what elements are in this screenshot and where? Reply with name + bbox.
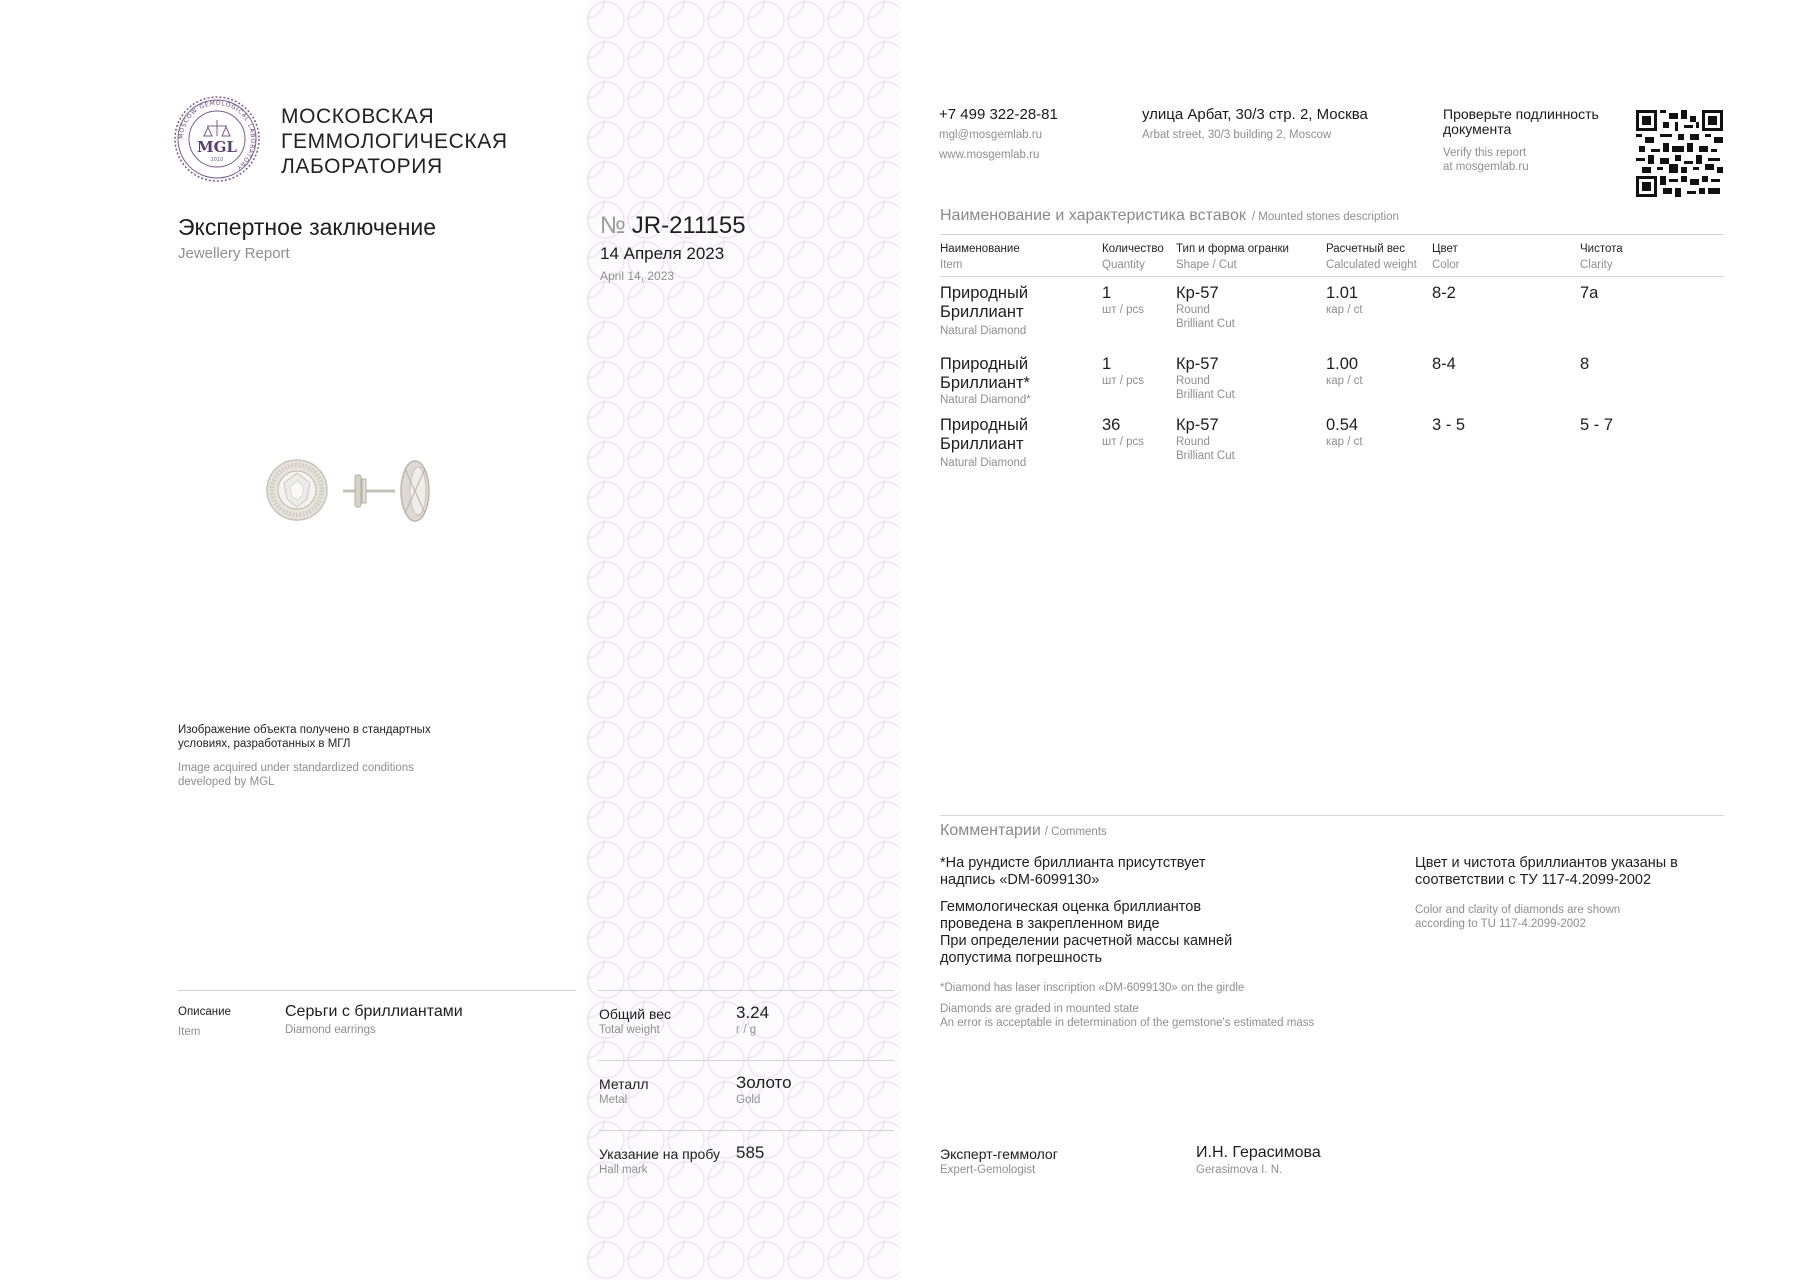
row-cut: Кр-57 Round Brilliant Cut [1176,355,1235,401]
header-color: Цвет Color [1432,243,1460,271]
hallmark-label: Указание на пробу Hall mark [599,1146,721,1176]
table-row: Природный Бриллиант Natural Diamond [940,284,1029,337]
item-divider [178,990,576,991]
document-title: Экспертное заключение [178,214,437,240]
header-item: Наименование Item [940,243,1020,271]
lab-email[interactable]: mgl@mosgemlab.ru [939,129,1043,141]
expert-label: Эксперт-геммолог Expert-Gemologist [940,1146,1058,1176]
lab-phone[interactable]: +7 499 322-28-81 [939,106,1058,123]
comment-graded: Геммологическая оценка бриллиантов проведена в закрепленном виде [940,899,1202,932]
row-clarity: 7а [1580,284,1599,302]
row-cut: Кр-57 Round Brilliant Cut [1176,284,1235,330]
stones-top-divider [940,234,1724,235]
table-row: Природный Бриллиант Natural Diamond [940,416,1029,469]
svg-text:MGL: MGL [197,138,237,156]
svg-text:2010: 2010 [210,157,224,163]
comment-error-en: An error is acceptable in determination of the gemstone's estimated mass [940,1017,1315,1029]
document-title-en: Jewellery Report [178,245,290,262]
header-cut: Тип и форма огранки Shape / Cut [1176,243,1289,271]
row-color: 3 - 5 [1432,416,1466,434]
lab-name: МОСКОВСКАЯ ГЕММОЛОГИЧЕСКАЯ ЛАБОРАТОРИЯ [281,105,508,178]
report-number: № JR-211155 [600,212,746,239]
earrings-image [255,445,445,535]
image-note: Изображение объекта получено в стандартных условиях, разработанных в МГЛ [178,724,431,750]
row-weight: 0.54 кар / ct [1326,416,1363,448]
row-color: 8-2 [1432,284,1456,302]
report-date-en: April 14, 2023 [600,269,675,283]
row-weight: 1.01 кар / ct [1326,284,1363,316]
item-label: Описание Item [178,1006,231,1038]
hallmark-divider [598,1130,894,1131]
row-quantity: 1 шт / pcs [1102,355,1144,387]
weight-divider [598,990,894,991]
verify-text: Проверьте подлинность документа [1443,106,1599,137]
item-value: Серьги с бриллиантами Diamond earrings [285,1003,463,1036]
image-note-en: Image acquired under standardized conditions developed by MGL [178,762,414,788]
lab-address-en: Arbat street, 30/3 building 2, Moscow [1142,129,1332,141]
comments-divider [940,815,1724,816]
metal-divider [598,1060,894,1061]
comments-title: Комментарии / Comments [940,822,1107,839]
metal-value: Золото Gold [736,1073,792,1106]
qr-code[interactable] [1636,110,1723,197]
expert-name: И.Н. Герасимова Gerasimova I. N. [1196,1144,1321,1176]
comment-inscription: *На рундисте бриллианта присутствует надпись «DM-6099130» [940,855,1206,888]
stones-header-divider [940,276,1724,277]
mgl-logo [174,96,260,182]
weight-value: 3.24 г / g [736,1003,770,1036]
header-weight: Расчетный вес Calculated weight [1326,243,1417,271]
row-quantity: 1 шт / pcs [1102,284,1144,316]
header-quantity: Количество Quantity [1102,243,1164,271]
table-row: Природный Бриллиант* Natural Diamond* [940,355,1031,406]
weight-label: Общий вес Total weight [599,1006,672,1036]
metal-label: Металл Metal [599,1076,649,1106]
comment-graded-en: Diamonds are graded in mounted state [940,1003,1139,1015]
lab-address: улица Арбат, 30/3 стр. 2, Москва [1142,106,1368,123]
comment-standard: Цвет и чистота бриллиантов указаны в соответствии с ТУ 117-4.2099-2002 [1415,855,1678,888]
row-cut: Кр-57 Round Brilliant Cut [1176,416,1235,462]
header-clarity: Чистота Clarity [1580,243,1623,271]
report-date: 14 Апреля 2023 [600,244,725,263]
stones-section-title: Наименование и характеристика вставок / Mounted stones description [940,207,1399,224]
comment-inscription-en: *Diamond has laser inscription «DM-6099130» on the girdle [940,982,1245,994]
row-weight: 1.00 кар / ct [1326,355,1363,387]
svg-text:MOSCOW GEMOLOGICAL LABORATORY: MOSCOW GEMOLOGICAL LABORATORY [177,99,257,172]
row-quantity: 36 шт / pcs [1102,416,1144,448]
row-clarity: 8 [1580,355,1590,373]
verify-text-en: Verify this report at mosgemlab.ru [1443,147,1529,173]
comment-error: При определении расчетной массы камней допустима погрешность [940,933,1233,966]
comment-standard-en: Color and clarity of diamonds are shown according to TU 117-4.2099-2002 [1415,904,1621,930]
lab-website[interactable]: www.mosgemlab.ru [939,149,1040,161]
row-clarity: 5 - 7 [1580,416,1614,434]
hallmark-value: 585 [736,1143,765,1162]
row-color: 8-4 [1432,355,1456,373]
